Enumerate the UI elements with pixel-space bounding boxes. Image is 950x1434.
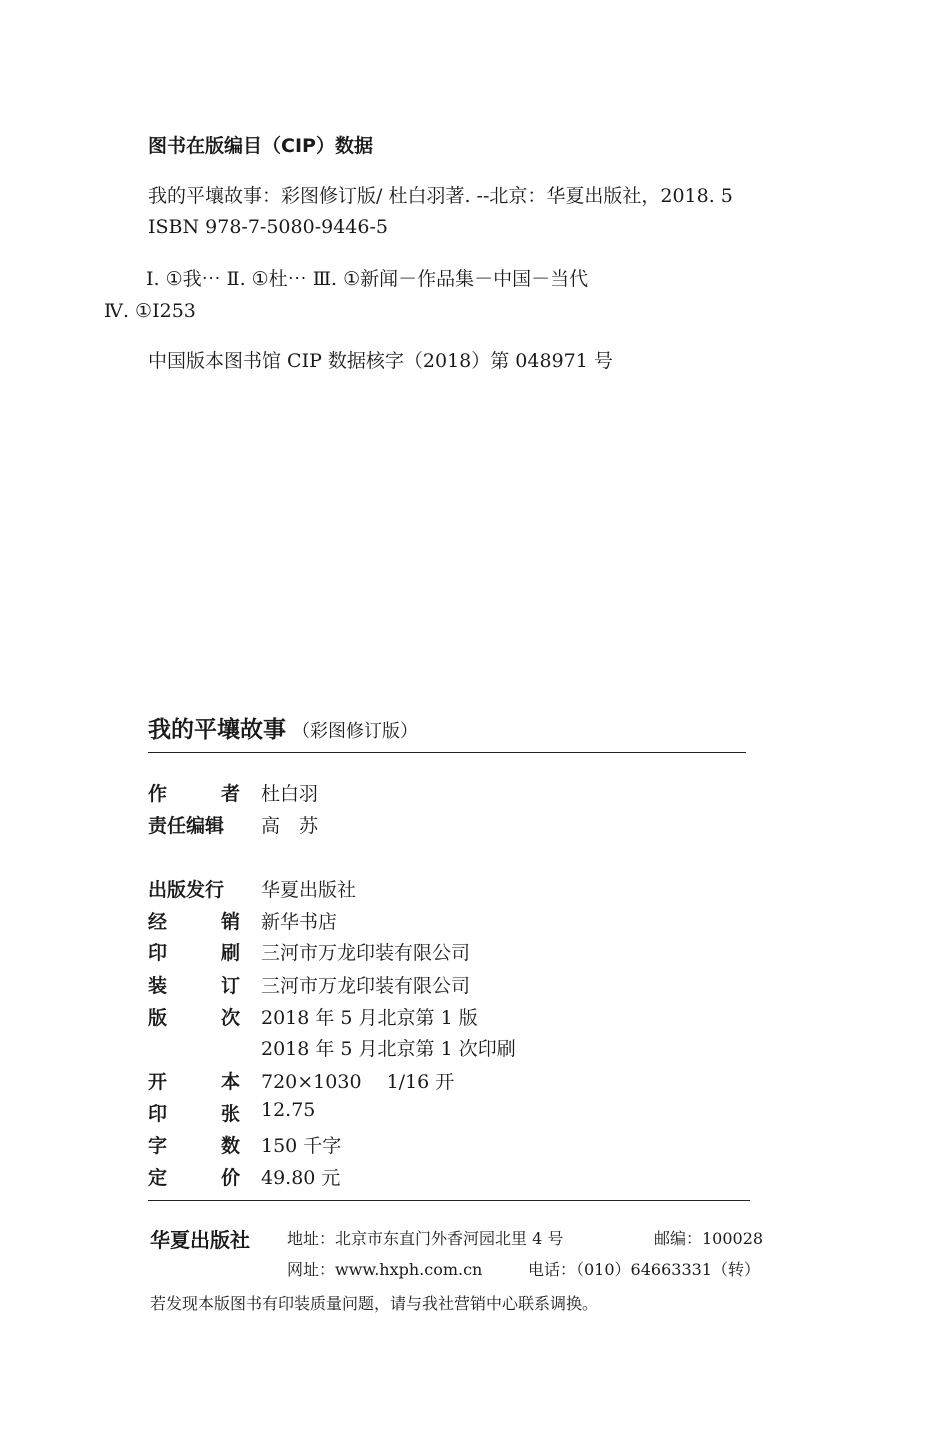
book-title [148,711,418,744]
credit-value-printing: 2018 年 5 月北京第 1 次印刷 [261,1038,516,1060]
footer-publisher: 华夏出版社 [150,1228,250,1252]
cip-classification-1: Ⅰ. ①我⋯ Ⅱ. ①杜⋯ Ⅲ. ①新闻－作品集－中国－当代 [146,268,589,290]
credit-label-price: 定 价 [148,1167,240,1189]
cip-approval-number: 中国版本图书馆 CIP 数据核字（2018）第 048971 号 [148,350,613,372]
divider-top [148,752,746,753]
credit-label-distributor: 经 销 [148,911,240,933]
cip-classification-2: Ⅳ. ①I253 [104,300,196,322]
credit-value-word-count: 150 千字 [261,1135,342,1157]
footer-address: 地址：北京市东直门外香河园北里 4 号 [287,1229,564,1248]
cip-title-line: 我的平壤故事：彩图修订版/ 杜白羽著. --北京：华夏出版社，2018. 5 [148,185,733,207]
footer-notice: 若发现本版图书有印装质量问题，请与我社营销中心联系调换。 [150,1294,599,1313]
credit-value-binder: 三河市万龙印装有限公司 [261,975,471,997]
cip-heading: 图书在版编目（CIP）数据 [148,135,373,157]
credit-value-publisher: 华夏出版社 [261,879,357,901]
credit-label-edition: 版 次 [148,1007,240,1029]
credit-label-publisher: 出版发行 [148,879,225,901]
footer-postcode: 邮编：100028 [654,1229,764,1248]
credit-value-price: 49.80 元 [261,1167,341,1189]
credit-value-sheets: 12.75 [261,1099,316,1121]
credit-label-binder: 装 订 [148,975,240,997]
footer-phone: 电话：（010）64663331（转） [528,1260,760,1279]
credit-value-edition: 2018 年 5 月北京第 1 版 [261,1007,478,1029]
credit-label-word-count: 字 数 [148,1135,240,1157]
credit-value-author: 杜白羽 [261,783,319,805]
book-title-main: 我的平壤故事 [148,717,286,743]
credit-label-printer: 印 刷 [148,942,240,964]
credit-value-editor: 高 苏 [261,815,319,837]
credit-label-format: 开 本 [148,1071,240,1093]
credit-value-distributor: 新华书店 [261,911,338,933]
cip-isbn: ISBN 978-7-5080-9446-5 [148,216,388,238]
credit-value-printer: 三河市万龙印装有限公司 [261,942,471,964]
credit-value-format: 720×1030 1/16 开 [261,1071,455,1093]
footer-website: 网址：www.hxph.com.cn [287,1260,483,1279]
credit-label-author: 作 者 [148,783,240,805]
credit-label-sheets: 印 张 [148,1103,240,1125]
divider-bottom [148,1200,750,1201]
credit-label-editor: 责任编辑 [148,815,225,837]
book-subtitle: （彩图修订版） [292,721,418,742]
